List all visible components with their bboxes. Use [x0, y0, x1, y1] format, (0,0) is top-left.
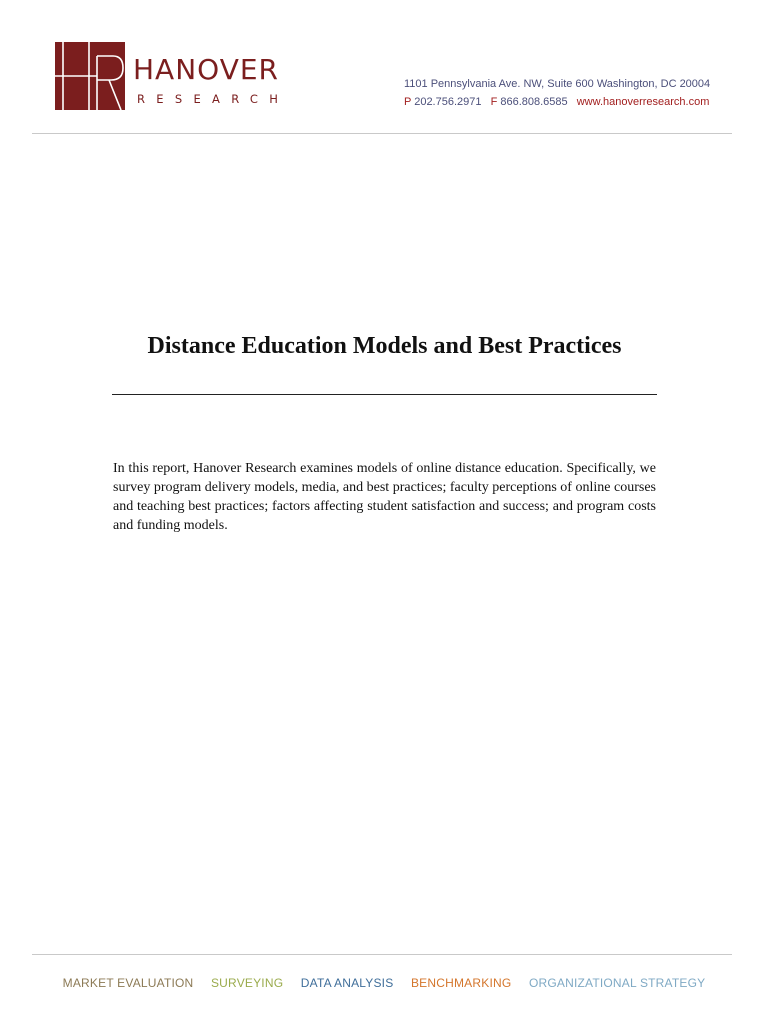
fax-number: 866.808.6585	[500, 96, 568, 108]
footer-item-surveying: SURVEYING	[210, 976, 284, 990]
fax-prefix: F	[490, 96, 498, 108]
document-title: Distance Education Models and Best Practices	[147, 333, 622, 359]
footer-divider	[32, 954, 732, 955]
footer-item-organizational-strategy: ORGANIZATIONAL STRATEGY	[528, 976, 706, 990]
company-address: 1101 Pennsylvania Ave. NW, Suite 600 Washington, DC 20004	[404, 78, 711, 90]
phone-number: 202.756.2971	[414, 96, 482, 108]
footer-item-data-analysis: DATA ANALYSIS	[300, 976, 394, 990]
title-underline	[112, 394, 657, 395]
phone-prefix: P	[404, 96, 412, 108]
logo-subtitle: RESEARCH	[137, 92, 290, 106]
footer-item-market-evaluation: MARKET EVALUATION	[62, 976, 194, 990]
hanover-research-logo	[55, 42, 315, 112]
footer-item-benchmarking: BENCHMARKING	[410, 976, 512, 990]
hr-logo-mark-icon	[55, 42, 125, 110]
logo-name: HANOVER	[133, 53, 280, 86]
website-link[interactable]: www.hanoverresearch.com	[576, 96, 710, 108]
service-footer	[0, 976, 768, 990]
contact-line	[404, 97, 709, 108]
report-introduction: In this report, Hanover Research examines models of online distance education. Specifically, we survey program delivery models, media, and best practices; faculty perceptions of online courses and teaching best practices; factors affecting student satisfaction and success; and program costs and funding models.	[113, 461, 656, 533]
header-divider	[32, 133, 732, 134]
